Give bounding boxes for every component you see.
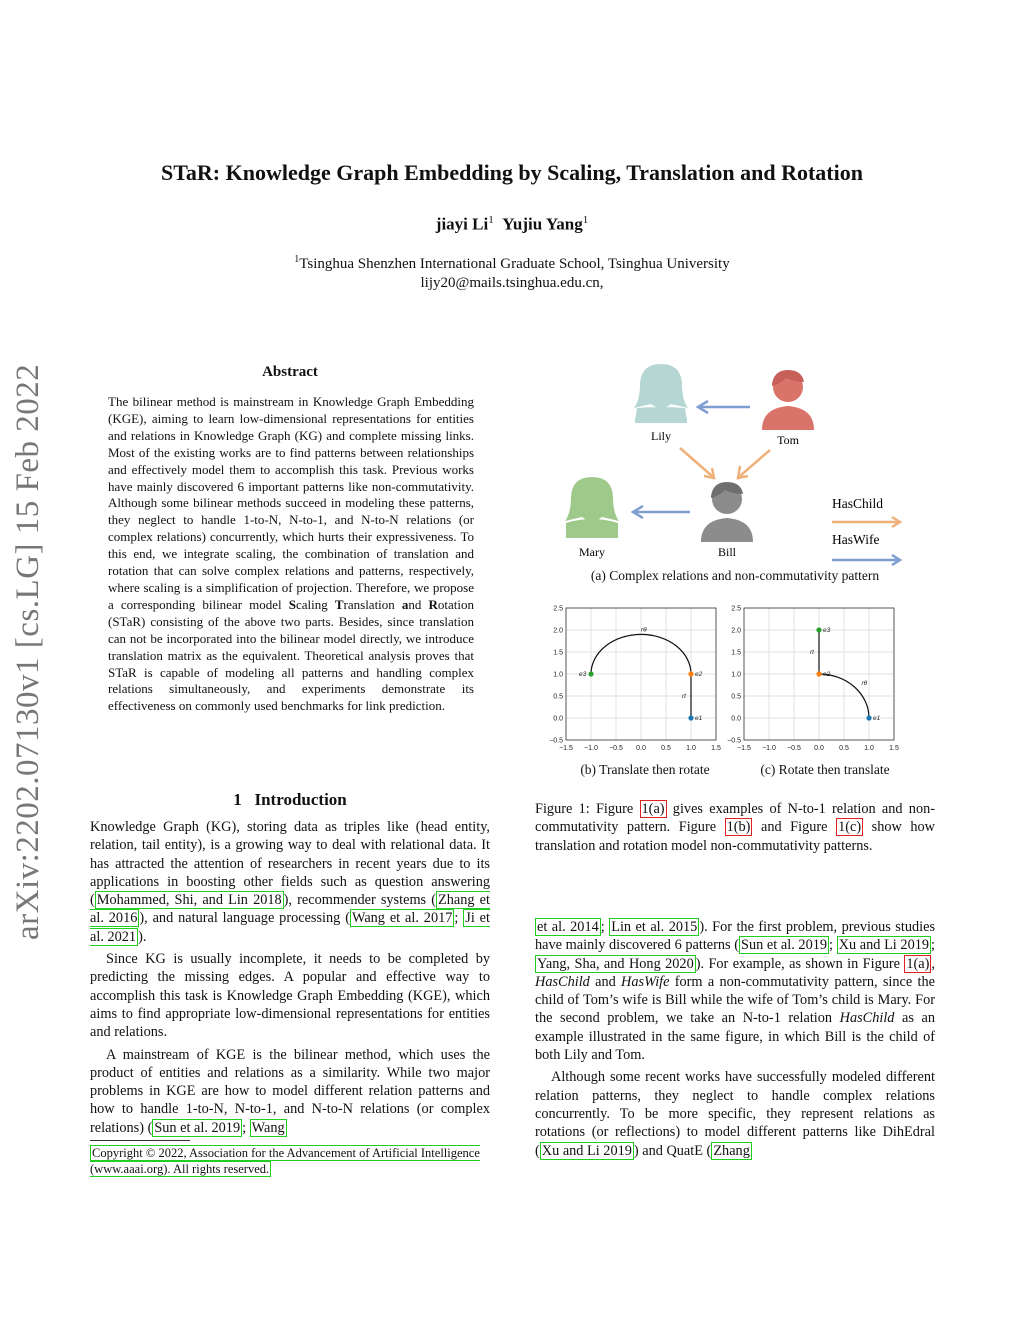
figure-ref-link[interactable]: 1(a) bbox=[906, 955, 930, 972]
y-tick-label: 0.5 bbox=[731, 693, 741, 701]
x-tick-label: −1.5 bbox=[559, 745, 573, 752]
chart-translate-then-rotate bbox=[540, 598, 725, 756]
authors: jiayi Li$^1$ Yujiu Yang$^1$ bbox=[435, 214, 589, 234]
svg-text:HasChild: HasChild bbox=[832, 496, 884, 511]
y-tick-label: 1.5 bbox=[553, 649, 563, 657]
data-point bbox=[688, 715, 693, 720]
subcaption-a: (a) Complex relations and non-commutativity pattern bbox=[590, 568, 880, 583]
right-paragraph-1: et al. 2014 ; Lin et al. 2015 ). For the first problem, previous studies have mainly discovered 6 patterns ( Sun et al. 2019 ; Xu and Li 2019 ; Yang, Sha, and Hong 2020 ). For example, as shown in Figure 1(a) , HasChild and HasWife form a non-commutativity pattern, since the child of Tom’s wife is Bill while the wife of Tom’s child is Mary. For the second problem, we take an N-to-1 relation HasChild as an example illustrated in the same figure, in which Bill is the child of both Lily and Tom. bbox=[535, 919, 936, 1064]
figure-ref-link[interactable]: 1(a) bbox=[641, 801, 665, 817]
y-tick-label: 0.0 bbox=[731, 715, 741, 723]
affiliation-block: $^1$Tsinghua Shenzhen International Graduate School, Tsinghua University lijy20@mails.tsinghua.edu.cn, bbox=[0, 250, 1024, 293]
arxiv-sidebar: arXiv:2202.07130v1 [cs.LG] 15 Feb 2022 bbox=[10, 363, 46, 940]
x-tick-label: −1.0 bbox=[584, 745, 598, 752]
copyright-link[interactable]: Copyright © 2022, Association for the Advancement of Artificial Intelligence (www.aaai.org). All rights reserved. bbox=[90, 1146, 480, 1176]
figure-1a bbox=[540, 360, 940, 590]
y-tick-label: 2.5 bbox=[731, 605, 741, 613]
y-tick-label: −0.5 bbox=[549, 737, 563, 745]
data-point bbox=[688, 671, 693, 676]
x-tick-label: 1.0 bbox=[864, 745, 874, 752]
x-tick-label: −1.5 bbox=[737, 745, 751, 752]
affiliation: Tsinghua Shenzhen International Graduate School, Tsinghua University bbox=[299, 256, 730, 272]
x-tick-label: 0.5 bbox=[839, 745, 849, 752]
path-label: rt bbox=[810, 649, 814, 656]
x-tick-label: −0.5 bbox=[787, 745, 801, 752]
subcaption-b: (b) Translate then rotate bbox=[580, 762, 710, 777]
figure-ref-link[interactable]: 1(b) bbox=[726, 819, 751, 836]
legend-haswife bbox=[832, 532, 900, 565]
citation-link[interactable]: Zhang bbox=[713, 1142, 750, 1159]
citation-link[interactable]: Sun et al. 2019 bbox=[741, 937, 828, 954]
section-heading-introduction: 1 Introduction bbox=[233, 790, 347, 809]
x-tick-label: −1.0 bbox=[762, 745, 776, 752]
data-point bbox=[588, 671, 593, 676]
y-tick-label: 2.0 bbox=[731, 627, 741, 635]
intro-body bbox=[90, 818, 490, 1137]
y-tick-label: 2.0 bbox=[553, 627, 563, 635]
x-tick-label: 0.0 bbox=[636, 745, 646, 752]
figure-1-caption: Figure 1: Figure 1(a) gives examples of N-to-1 relation and non-commutativity pattern. Figure 1(b) and Figure 1(c) show how translation and rotation model non-commutativity patterns. bbox=[535, 801, 936, 854]
copyright-footnote bbox=[90, 1145, 490, 1177]
citation-link[interactable]: Sun et al. 2019 bbox=[154, 1119, 241, 1136]
person-icon-mary bbox=[565, 477, 619, 538]
point-label: e2 bbox=[695, 671, 703, 678]
footnote-rule bbox=[90, 1140, 190, 1141]
abstract-heading: Abstract bbox=[262, 364, 318, 380]
citation-link[interactable]: Yang, Sha, and Hong 2020 bbox=[537, 955, 694, 972]
email: lijy20@mails.tsinghua.edu.cn, bbox=[420, 275, 604, 291]
citation-link[interactable]: Ji et al. 2021 bbox=[90, 910, 490, 945]
label-lily: Lily bbox=[651, 429, 671, 443]
author-1: jiayi Li bbox=[435, 214, 489, 234]
x-tick-label: 0.0 bbox=[814, 745, 824, 752]
y-tick-label: 0.5 bbox=[553, 693, 563, 701]
y-tick-label: −0.5 bbox=[727, 737, 741, 745]
citation-link[interactable]: Zhang et al. 2016 bbox=[90, 892, 490, 927]
intro-paragraph-2: Since KG is usually incomplete, it needs to be completed by predicting the missing edges. A popular and effective way to accomplish this task is Knowledge Graph Embedding (KGE), which aims to find appropriate low-dimensional representations for entities and relations. bbox=[90, 951, 490, 1041]
x-tick-label: 0.5 bbox=[661, 745, 671, 752]
citation-link[interactable]: Mohammed, Shi, and Lin 2018 bbox=[96, 892, 282, 909]
citation-link[interactable]: Xu and Li 2019 bbox=[541, 1142, 632, 1159]
subcaption-c: (c) Rotate then translate bbox=[760, 762, 890, 777]
citation-link[interactable]: Xu and Li 2019 bbox=[838, 937, 930, 954]
x-tick-label: −0.5 bbox=[609, 745, 623, 752]
y-tick-label: 1.0 bbox=[731, 671, 741, 679]
right-paragraph-2: Although some recent works have successfully modeled different relation patterns, they neglect to handle complex relations concurrently. To be more specific, they represent relations as rotations (or reflections) to model different patterns like DihEdral ( Xu and Li 2019 ) and QuatE ( Zhang bbox=[535, 1069, 935, 1159]
svg-text:HasWife: HasWife bbox=[832, 532, 880, 547]
author-2: Yujiu Yang bbox=[502, 214, 583, 234]
label-bill: Bill bbox=[717, 545, 737, 559]
person-icon-tom bbox=[762, 370, 814, 430]
arrow-haswife-bill-mary bbox=[633, 506, 690, 518]
chart-rotate-then-translate bbox=[718, 598, 903, 756]
arrow-haswife-tom-lily bbox=[698, 401, 750, 413]
path-label: rt bbox=[682, 693, 686, 700]
legend-haschild bbox=[832, 496, 900, 527]
person-body-lily bbox=[635, 407, 687, 422]
path-label: rθ bbox=[641, 626, 647, 634]
x-tick-label: 1.0 bbox=[686, 745, 696, 752]
right-column-body bbox=[535, 918, 935, 1160]
figure-ref-link[interactable]: 1(c) bbox=[838, 819, 862, 836]
point-label: e1 bbox=[695, 715, 703, 722]
y-tick-label: 0.0 bbox=[553, 715, 563, 723]
arrow-haschild-tom-bill bbox=[738, 450, 770, 478]
intro-paragraph-1: Knowledge Graph (KG), storing data as triples like (head entity, relation, tail entity), is a growing way to deal with relational data. It has attracted the attention of researchers in recent years due to its applications in boosting other fields such as question answering ( Mohammed, Shi, and Lin 2018 ), recommender systems ( Zhang et al. 2016 ), and natural language processing ( Wang et al. 2017 ; Ji et al. 2021 ). bbox=[90, 819, 490, 945]
person-icon-bill bbox=[701, 482, 753, 542]
point-label: e3 bbox=[579, 671, 587, 678]
data-point bbox=[816, 627, 821, 632]
label-mary: Mary bbox=[579, 545, 605, 559]
citation-link[interactable]: et al. 2014 bbox=[537, 919, 599, 935]
data-point bbox=[816, 671, 821, 676]
citation-link[interactable]: Lin et al. 2015 bbox=[611, 919, 698, 935]
abstract-body: The bilinear method is mainstream in Knowledge Graph Embedding (KGE), aiming to learn low-dimensional representations for entities and relations in Knowledge Graph (KG) and complete missing links. Most of the existing works are to find patterns between relationships and effectively model them to accomplish this task. Previous works have mainly discovered 6 important patterns like non-commutativity. Although some bilinear methods succeed in modeling these patterns, they neglect to handle 1-to-N, N-to-1, and N-to-N relations (or complex relations) concurrently, which hurts their expressiveness. To this end, we integrate scaling, the combination of translation and rotation that can solve complex relations and patterns, respectively, where scaling is a simplification of projection. Therefore, we propose a corresponding bilinear model Scaling Translation and Rotation (STaR) consisting of the above two parts. Besides, since translation can not be incorporated into the bilinear model directly, we introduce translation matrix as the equivalent. Theoretical analysis proves that STaR is capable of modeling all patterns and handling complex relations simultaneously, and experiments demonstrate its effectiveness on commonly used benchmarks for link prediction. bbox=[108, 394, 475, 714]
path-label: rθ bbox=[861, 680, 868, 687]
paper-title: STaR: Knowledge Graph Embedding by Scaling, Translation and Rotation bbox=[161, 160, 863, 185]
y-tick-label: 1.5 bbox=[731, 649, 741, 657]
citation-link[interactable]: Wang et al. 2017 bbox=[351, 910, 453, 927]
point-label: e1 bbox=[873, 715, 881, 722]
y-tick-label: 1.0 bbox=[553, 671, 563, 679]
x-tick-label: 1.5 bbox=[711, 745, 721, 752]
arrow-haschild-lily-bill bbox=[680, 448, 714, 478]
intro-paragraph-3: A mainstream of KGE is the bilinear method, which uses the product of entities and relations as a similarity. While two major problems in KGE are how to model different relation patterns and how to handle 1-to-N, N-to-1, and N-to-N relations (or complex relations) ( Sun et al. 2019 ; Wang bbox=[90, 1046, 490, 1136]
point-label: e3 bbox=[823, 627, 831, 634]
x-tick-label: 1.5 bbox=[889, 745, 899, 752]
citation-link[interactable]: Wang bbox=[251, 1119, 285, 1136]
y-tick-label: 2.5 bbox=[553, 605, 563, 613]
data-point bbox=[866, 715, 871, 720]
label-tom: Tom bbox=[777, 433, 799, 447]
point-label: e2 bbox=[823, 671, 831, 678]
